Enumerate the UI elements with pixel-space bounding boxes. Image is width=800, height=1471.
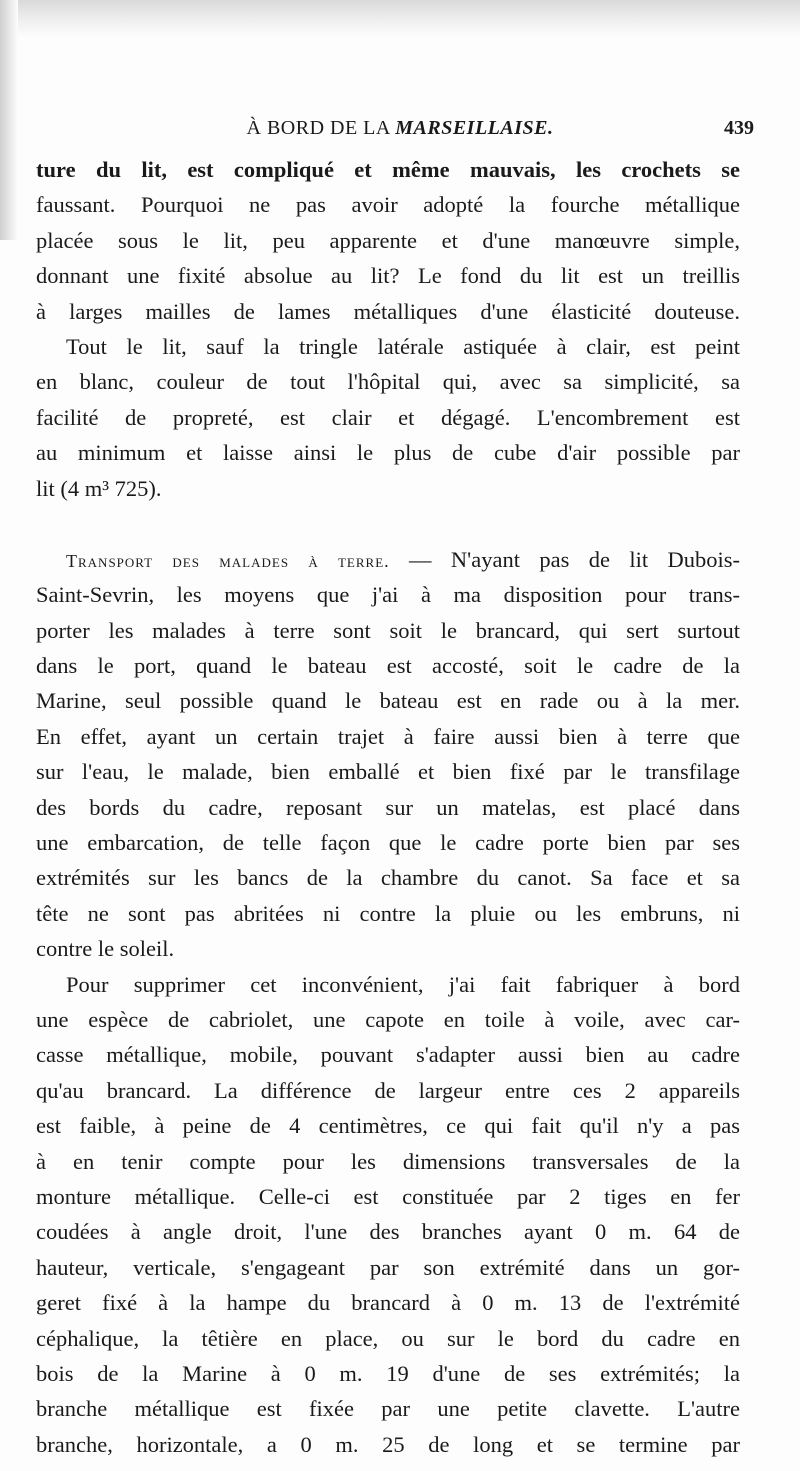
text-line: Marine, seul possible quand le bateau est en rade ou à la mer. <box>36 688 740 714</box>
text-line: branche, horizontale, a 0 m. 25 de long et se termine par <box>36 1431 740 1457</box>
text-line: lit (4 m³ 725). <box>36 475 162 501</box>
scan-edge-shadow <box>0 0 800 38</box>
text-line: dans le port, quand le bateau est accosté, soit le cadre de la <box>36 653 740 679</box>
running-head-italic: MARSEILLAISE. <box>395 117 554 139</box>
text-line: Tout le lit, sauf la tringle latérale astiquée à clair, est peint <box>66 333 740 359</box>
text-line: geret fixé à la hampe du brancard à 0 m. 13 de l'extrémité <box>36 1290 740 1316</box>
text-line: des bords du cadre, reposant sur un matelas, est placé dans <box>36 794 740 820</box>
text-line: est faible, à peine de 4 centimètres, ce qui fait qu'il n'y a pas <box>36 1113 740 1139</box>
text-line: En effet, ayant un certain trajet à faire aussi bien à terre que <box>36 723 740 749</box>
text-line: sur l'eau, le malade, bien emballé et bien fixé par le transfilage <box>36 759 740 785</box>
text-line: coudées à angle droit, l'une des branches ayant 0 m. 64 de <box>36 1219 740 1245</box>
running-head <box>0 114 800 144</box>
text-line: une espèce de cabriolet, une capote en toile à voile, avec car- <box>36 1006 740 1032</box>
text-line: facilité de propreté, est clair et dégagé. L'encombrement est <box>36 404 740 430</box>
text-line: porter les malades à terre sont soit le brancard, qui sert surtout <box>36 617 740 643</box>
text-line: donnant une fixité absolue au lit? Le fond du lit est un treillis <box>36 263 740 289</box>
text-line: casse métallique, mobile, pouvant s'adapter aussi bien au cadre <box>36 1042 740 1068</box>
section-gap <box>36 506 740 542</box>
running-head-prefix: À BORD DE LA <box>246 117 396 139</box>
text-line: bois de la Marine à 0 m. 19 d'une de ses extrémités; la <box>36 1360 740 1386</box>
section-first-line: — N'ayant pas de lit Dubois- <box>389 546 740 572</box>
text-line: hauteur, verticale, s'engageant par son extrémité dans un gor- <box>36 1254 740 1280</box>
text-line: Pour supprimer cet inconvénient, j'ai fait fabriquer à bord <box>66 971 740 997</box>
running-head-title <box>0 117 800 140</box>
text-line: placée sous le lit, peu apparente et d'une manœuvre simple, <box>36 227 740 253</box>
text-line: à larges mailles de lames métalliques d'une élasticité douteuse. <box>36 298 740 324</box>
section-title: Transport des malades à terre. <box>66 550 390 571</box>
page-number: 439 <box>724 117 754 139</box>
text-line: Saint-Sevrin, les moyens que j'ai à ma disposition pour trans- <box>36 582 740 608</box>
body-text <box>36 152 740 1462</box>
text-line: qu'au brancard. La différence de largeur entre ces 2 appareils <box>36 1077 740 1103</box>
text-line: monture métallique. Celle-ci est constituée par 2 tiges en fer <box>36 1183 740 1209</box>
text-line: en blanc, couleur de tout l'hôpital qui, avec sa simplicité, sa <box>36 369 740 395</box>
text-line: céphalique, la têtière en place, ou sur le bord du cadre en <box>36 1325 740 1351</box>
section-heading-line <box>36 542 740 577</box>
text-line: contre le soleil. <box>36 936 175 962</box>
text-line: ture du lit, est compliqué et même mauvais, les crochets se <box>36 157 740 182</box>
text-line: extrémités sur les bancs de la chambre du canot. Sa face et sa <box>36 865 740 891</box>
text-line: faussant. Pourquoi ne pas avoir adopté la fourche métallique <box>36 192 740 218</box>
text-line: à en tenir compte pour les dimensions transversales de la <box>36 1148 740 1174</box>
text-line: au minimum et laisse ainsi le plus de cube d'air possible par <box>36 440 740 466</box>
text-line: une embarcation, de telle façon que le cadre porte bien par ses <box>36 830 740 856</box>
text-line: branche métallique est fixée par une petite clavette. L'autre <box>36 1396 740 1422</box>
text-line: tête ne sont pas abritées ni contre la pluie ou les embruns, ni <box>36 900 740 926</box>
